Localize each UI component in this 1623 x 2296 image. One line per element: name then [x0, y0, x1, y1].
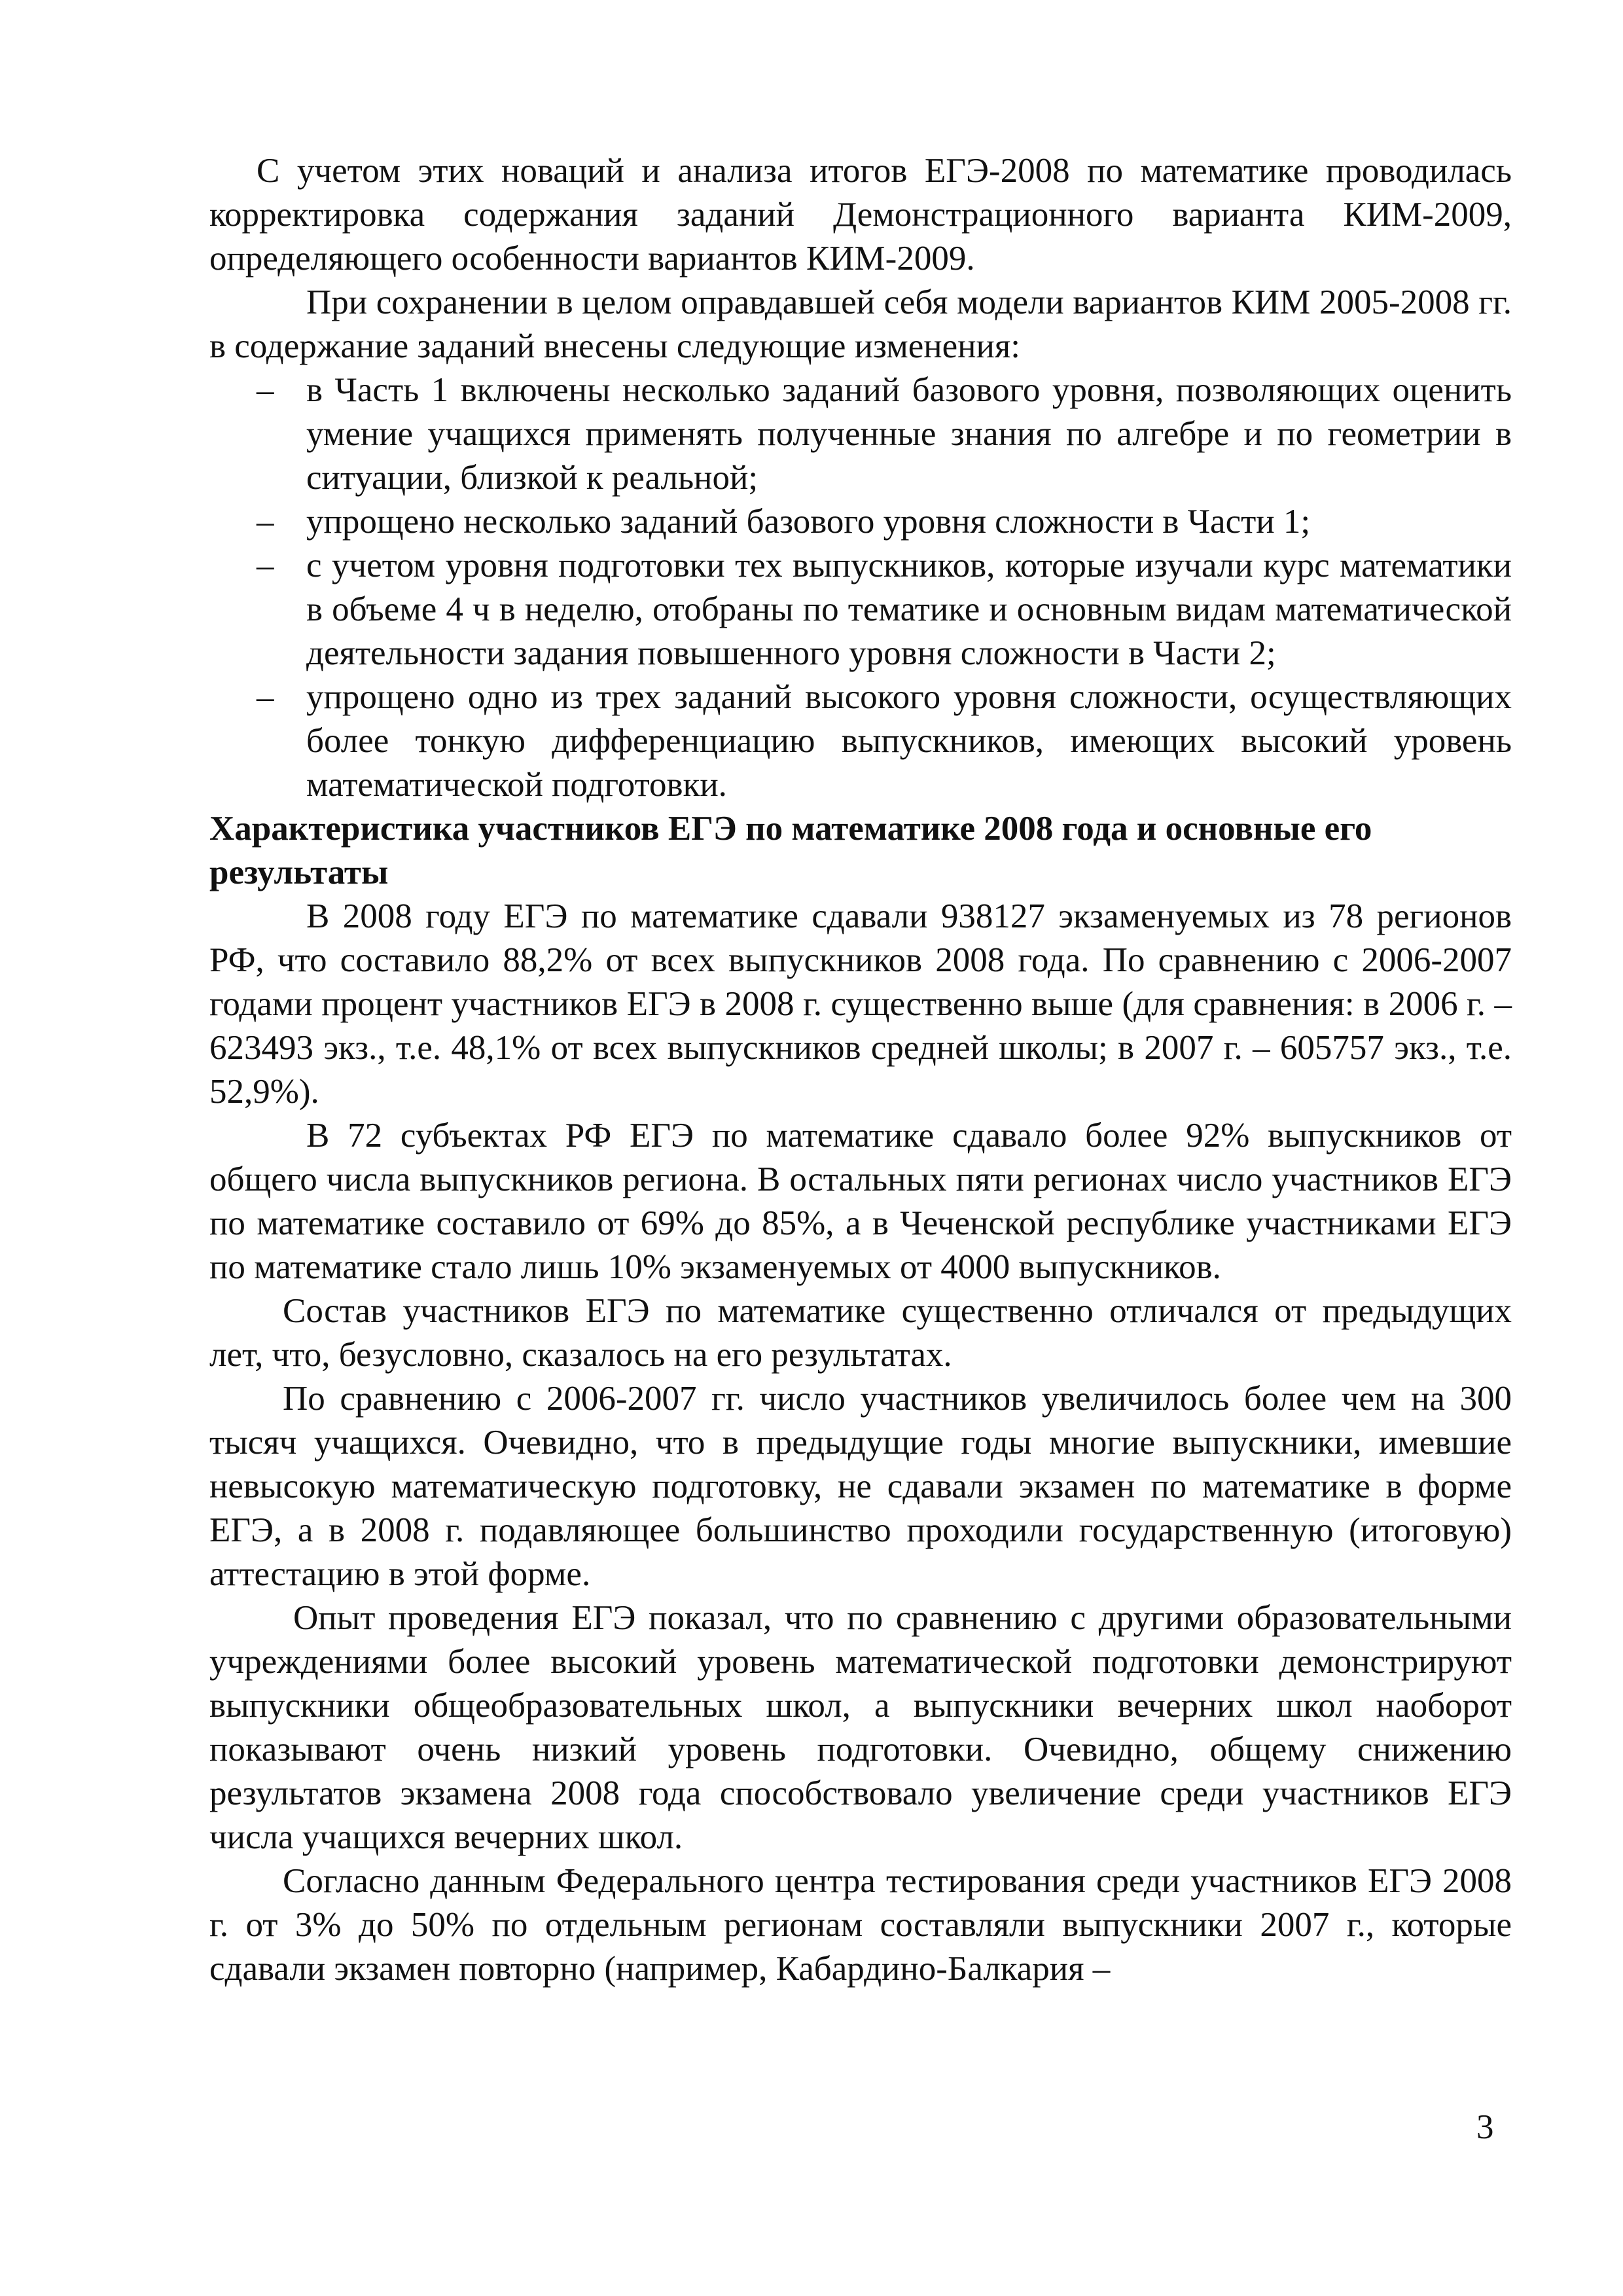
list-item [209, 500, 1512, 544]
body-paragraph: В 2008 году ЕГЭ по математике сдавали 938127 экзаменуемых из 78 регионов РФ, что составило 88,2% от всех выпускников 2008 года. По сравнению с 2006-2007 годами процент участников ЕГЭ в 2008 г. существенно выше (для сравнения: в 2006 г. – 623493 экз., т.е. 48,1% от всех выпускников средней школы; в 2007 г. – 605757 экз., т.е. 52,9%). [209, 897, 1512, 1111]
dash-bullet: – [257, 547, 274, 584]
body-paragraph: Опыт проведения ЕГЭ показал, что по сравнению с другими образовательными учреждениями более высокий уровень математической подготовки демонстрируют выпускники общеобразовательных школ, а выпускники вечерних школ наоборот показывают очень низкий уровень подготовки. Очевидно, общему снижению результатов экзамена 2008 года способствовало увеличение среди участников ЕГЭ числа учащихся вечерних школ. [209, 1599, 1512, 1856]
list-item [209, 544, 1512, 675]
body-paragraph: Согласно данным Федерального центра тестирования среди участников ЕГЭ 2008 г. от 3% до 50% по отдельным регионам составляли выпускники 2007 г., которые сдавали экзамен повторно (например, Кабардино-Балкария – [209, 1862, 1512, 1988]
dash-bullet: – [257, 503, 274, 541]
body-paragraph: В 72 субъектах РФ ЕГЭ по математике сдавало более 92% выпускников от общего числа выпускников региона. В остальных пяти регионах число участников ЕГЭ по математике составило от 69% до 85%, а в Чеченской республике участниками ЕГЭ по математике стало лишь 10% экзаменуемых от 4000 выпускников. [209, 1117, 1512, 1286]
list-item-text: с учетом уровня подготовки тех выпускников, которые изучали курс математики в объеме 4 ч в неделю, отобраны по тематике и основным видам математической деятельности задания повышенного уровня сложности в Части 2; [306, 547, 1512, 672]
document-page [209, 149, 1512, 1991]
changes-lead-paragraph: При сохранении в целом оправдавшей себя модели вариантов КИМ 2005-2008 гг. в содержание заданий внесены следующие изменения: [209, 283, 1512, 365]
body-paragraph: По сравнению с 2006-2007 гг. число участников увеличилось более чем на 300 тысяч учащихся. Очевидно, что в предыдущие годы многие выпускники, имевшие невысокую математическую подготовку, не сдавали экзамен по математике в форме ЕГЭ, а в 2008 г. подавляющее большинство проходили государственную (итоговую) аттестацию в этой форме. [209, 1380, 1512, 1593]
list-item [209, 368, 1512, 500]
list-item-text: упрощено несколько заданий базового уровня сложности в Части 1; [306, 503, 1311, 541]
body-paragraph: Состав участников ЕГЭ по математике существенно отличался от предыдущих лет, что, безусловно, сказалось на его результатах. [209, 1292, 1512, 1374]
list-item-text: в Часть 1 включены несколько заданий базового уровня, позволяющих оценить умение учащихся применять полученные знания по алгебре и по геометрии в ситуации, близкой к реальной; [306, 371, 1512, 497]
changes-list [209, 368, 1512, 807]
list-item [209, 675, 1512, 807]
list-item-text: упрощено одно из трех заданий высокого уровня сложности, осуществляющих более тонкую дифференциацию выпускников, имеющих высокий уровень математической подготовки. [306, 678, 1512, 804]
dash-bullet: – [257, 371, 274, 409]
intro-paragraph: С учетом этих новаций и анализа итогов ЕГЭ-2008 по математике проводилась корректировка содержания заданий Демонстрационного варианта КИМ-2009, определяющего особенности вариантов КИМ-2009. [209, 152, 1512, 278]
section-heading: Характеристика участников ЕГЭ по математике 2008 года и основные его результаты [209, 810, 1372, 891]
page-number: 3 [1476, 2108, 1494, 2146]
dash-bullet: – [257, 678, 274, 716]
